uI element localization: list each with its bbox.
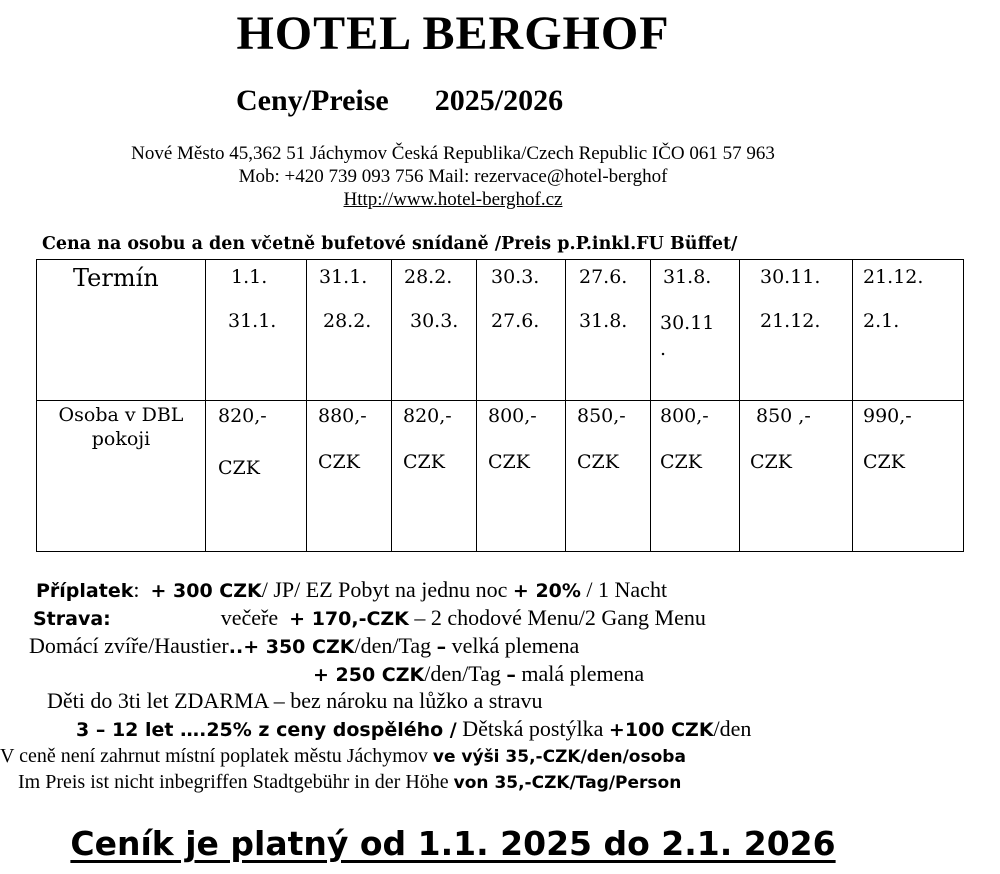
term-to: 2.1. [863,310,900,332]
term-cell [740,260,853,401]
validity-text: Ceník je platný od 1.1. 2025 do 2.1. 2026 [70,824,836,863]
term-header-cell [37,260,206,401]
hotel-website-link[interactable]: Http://www.hotel-berghof.cz [343,189,563,210]
pets-large-text: velká plemena [446,633,580,658]
price-value: 800,- [488,405,537,427]
term-to: 27.6. [491,310,540,332]
pets-small-line [313,661,644,687]
term-from: 31.8. [663,266,712,288]
price-currency: CZK [750,451,792,473]
term-from: 28.2. [404,266,453,288]
price-currency: CZK [577,451,619,473]
price-value: 820,- [403,405,452,427]
price-cell [566,401,651,552]
term-to: 31.8. [579,310,628,332]
surcharge-tail: / 1 Nacht [580,577,668,602]
term-to: 30.11 . [660,312,715,360]
room-type-label: Osoba v DBL pokoji [58,404,184,450]
price-cell [651,401,740,552]
pets-large-dash: – [436,636,447,658]
term-to: 28.2. [323,310,372,332]
term-label: Termín [73,264,159,292]
crib-unit: /den [713,716,752,741]
hotel-title: HOTEL BERGHOF [236,7,670,60]
term-from: 30.11. [760,266,821,288]
term-from: 31.1. [319,266,368,288]
price-row [37,401,964,552]
price-list-subtitle [236,84,563,118]
crib-label: Dětská postýlka [456,716,609,741]
pets-line [29,633,579,659]
meals-dinner: večeře [220,605,279,630]
price-currency: CZK [403,451,445,473]
pets-large-unit: /den/Tag [354,633,432,658]
price-value: 850,- [577,405,626,427]
price-cell [740,401,853,552]
city-tax-cz-line [0,745,686,768]
pets-small-amount: + 250 CZK [313,664,425,686]
pets-small-unit: /den/Tag [424,661,501,686]
price-value: 820,- [218,405,267,427]
price-cell [392,401,477,552]
city-tax-de-text: Im Preis ist nicht inbegriffen Stadtgebühr in der Höhe [18,771,454,793]
children-discount-line [76,716,751,742]
term-to: 21.12. [760,310,821,332]
hotel-address: Nové Město 45,362 51 Jáchymov Česká Republika/Czech Republic IČO 061 57 963 [131,143,775,164]
pets-large-amount: ..+ 350 CZK [228,636,355,658]
room-type-cell [37,401,206,552]
surcharge-percent: + 20% [512,580,581,602]
price-cell [477,401,566,552]
term-cell [853,260,964,401]
price-value: 800,- [660,405,709,427]
price-cell [853,401,964,552]
price-currency: CZK [863,451,905,473]
city-tax-cz-text: V ceně není zahrnut místní poplatek městu Jáchymov [0,745,433,767]
term-row [37,260,964,401]
term-cell [206,260,307,401]
price-value: 850 ,- [756,405,811,427]
pets-label: Domácí zvíře/Haustier [29,633,229,658]
city-tax-de-amount: von 35,-CZK/Tag/Person [453,773,682,793]
term-cell [651,260,740,401]
price-value: 990,- [863,405,912,427]
price-cell [206,401,307,552]
price-cell [307,401,392,552]
price-currency: CZK [218,457,260,479]
season-years: 2025/2026 [434,84,564,117]
term-from: 21.12. [863,266,924,288]
crib-amount: +100 CZK [608,719,714,741]
validity-footer [0,824,906,863]
term-to: 30.3. [410,310,459,332]
pets-small-dash: – [506,664,516,686]
price-table [36,259,964,552]
meals-menu: – 2 chodové Menu/2 Gang Menu [414,605,706,630]
hotel-website-wrap [0,189,906,211]
term-cell [566,260,651,401]
surcharge-colon: : [133,577,140,602]
term-to: 31.1. [228,310,277,332]
term-cell [477,260,566,401]
price-value: 880,- [318,405,367,427]
meals-line [33,605,706,631]
city-tax-cz-amount: ve výši 35,-CZK/den/osoba [432,747,686,767]
pets-small-text: malá plemena [515,661,645,686]
subtitle-label: Ceny/Preise [236,84,389,117]
table-caption: Cena na osobu a den včetně bufetové snídaně /Preis p.P.inkl.FU Büffet/ [42,234,738,254]
term-from: 27.6. [579,266,628,288]
surcharge-label: Příplatek [36,580,134,602]
term-cell [307,260,392,401]
meals-amount: + 170,-CZK [289,608,409,630]
meals-label: Strava: [33,608,111,630]
term-cell [392,260,477,401]
city-tax-de-line [18,771,681,794]
surcharge-line [36,577,667,603]
term-from: 1.1. [231,266,268,288]
price-currency: CZK [488,451,530,473]
hotel-contact: Mob: +420 739 093 756 Mail: rezervace@hotel-berghof [238,166,668,187]
surcharge-text: / JP/ EZ Pobyt na jednu noc [261,577,508,602]
term-from: 30.3. [491,266,540,288]
price-currency: CZK [660,451,702,473]
surcharge-amount: + 300 CZK [150,580,262,602]
price-currency: CZK [318,451,360,473]
children-free-line: Děti do 3ti let ZDARMA – bez nároku na lůžko a stravu [47,688,543,713]
children-discount: 3 – 12 let ….25% z ceny dospělého / [76,719,457,741]
